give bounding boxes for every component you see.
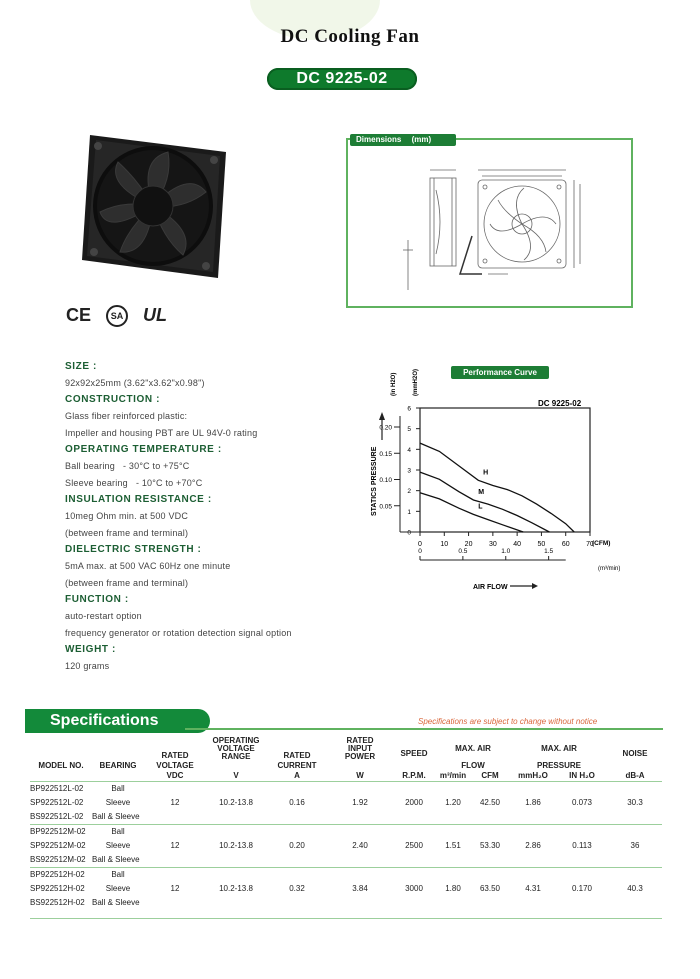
x-unit-cfm: (CFM) xyxy=(592,540,611,547)
certification-marks xyxy=(66,305,177,327)
function-heading: FUNCTION : xyxy=(65,594,129,605)
dimensions-drawing xyxy=(348,140,631,306)
unit-a: A xyxy=(294,771,300,780)
unit-mmh2o: mmH₂O xyxy=(518,771,548,780)
y-unit-left: (in H2O) xyxy=(391,372,397,396)
x-tick-label: 60 xyxy=(561,541,570,548)
col-op-voltage-2: VOLTAGE xyxy=(217,744,255,753)
col-rated-voltage-1: RATED xyxy=(161,751,189,760)
spec-range: 10.2-13.8 xyxy=(219,798,253,807)
spec-inh2o: 0.073 xyxy=(571,798,593,807)
plot-area xyxy=(420,408,590,532)
temperature-line: Sleeve bearing - 10°C to +70°C xyxy=(65,478,203,488)
bearing-type: Sleeve xyxy=(105,798,131,807)
spec-vdc: 12 xyxy=(170,841,180,850)
spec-range: 10.2-13.8 xyxy=(219,841,253,850)
spec-dba: 30.3 xyxy=(627,798,643,807)
unit-inh2o: IN H₂O xyxy=(569,771,595,780)
dielectric-heading: DIELECTRIC STRENGTH : xyxy=(65,544,202,555)
model-number: BP922512H-02 xyxy=(30,870,85,879)
performance-chart xyxy=(360,360,660,600)
bearing-type: Ball xyxy=(111,827,125,836)
bearing-type: Ball & Sleeve xyxy=(92,812,140,821)
unit-cfm: CFM xyxy=(481,771,499,780)
unit-rpm: R.P.M. xyxy=(402,771,426,780)
table-bottom-rule xyxy=(30,918,662,919)
spec-cfm: 63.50 xyxy=(479,884,501,893)
header-row-1 xyxy=(30,737,662,761)
x2-tick-label: 1.0 xyxy=(501,548,511,555)
y-left-tick-label: 0.20 xyxy=(379,424,392,432)
spec-power: 3.84 xyxy=(352,884,368,893)
y-right-tick-label: 2 xyxy=(407,488,411,496)
function-line: frequency generator or rotation detection signal option xyxy=(65,628,292,638)
bearing-type: Ball xyxy=(111,870,125,879)
col-speed: SPEED xyxy=(400,749,428,758)
dimensions-panel xyxy=(346,138,633,308)
unit-w: W xyxy=(356,771,364,780)
units-row xyxy=(30,771,662,782)
weight-value: 120 grams xyxy=(65,661,110,671)
x-axis-label: AIR FLOW xyxy=(473,584,508,591)
col-rated-current-1: RATED xyxy=(283,751,311,760)
y-axis-label: STATICS PRESSURE xyxy=(371,446,378,516)
spec-rpm: 3000 xyxy=(405,884,423,893)
col-model: MODEL NO. xyxy=(38,761,84,770)
x-axis-arrowhead xyxy=(532,583,538,589)
insulation-line: 10meg Ohm min. at 500 VDC xyxy=(65,511,189,521)
fan-product-image xyxy=(78,130,228,280)
model-number: BP922512M-02 xyxy=(30,827,86,836)
construction-line: Glass fiber reinforced plastic: xyxy=(65,411,188,421)
col-pressure-2: PRESSURE xyxy=(536,761,581,770)
col-rated-power-2: INPUT xyxy=(348,744,372,753)
col-bearing: BEARING xyxy=(99,761,137,770)
y-right-tick-label: 4 xyxy=(407,446,411,454)
construction-heading: CONSTRUCTION : xyxy=(65,394,161,405)
x-tick-label: 30 xyxy=(488,541,497,548)
unit-vdc: VDC xyxy=(166,771,184,780)
model-number: BP922512L-02 xyxy=(30,784,84,793)
model-number: BS922512M-02 xyxy=(30,855,86,864)
curve-h xyxy=(420,443,574,532)
specifications-disclaimer: Specifications are subject to change without notice xyxy=(418,717,598,726)
bearing-type: Ball xyxy=(111,784,125,793)
curve-label-h: H xyxy=(483,469,489,477)
x2-tick-label: 0 xyxy=(418,548,422,555)
specifications-body xyxy=(30,782,662,911)
function-line: auto-restart option xyxy=(65,611,142,621)
spec-dba: 40.3 xyxy=(627,884,643,893)
col-rated-power-1: RATED xyxy=(346,736,374,745)
spec-inh2o: 0.170 xyxy=(571,884,593,893)
unit-m3min: m³/min xyxy=(439,771,467,780)
spec-power: 1.92 xyxy=(352,798,368,807)
model-badge: DC 9225-02 xyxy=(267,68,417,90)
spec-dba: 36 xyxy=(630,841,640,850)
spec-current: 0.32 xyxy=(289,884,305,893)
model-number: BS922512L-02 xyxy=(30,812,84,821)
page-title: DC Cooling Fan xyxy=(280,26,420,47)
col-rated-current-2: CURRENT xyxy=(277,761,317,770)
specifications-title: Specifications xyxy=(25,709,210,733)
construction-line: Impeller and housing PBT are UL 94V-0 rating xyxy=(65,428,258,438)
dielectric-line: 5mA max. at 500 VAC 60Hz one minute xyxy=(65,561,231,571)
model-number: BS922512H-02 xyxy=(30,898,85,907)
spec-mmh2o: 4.31 xyxy=(525,884,541,893)
x-tick-label: 70 xyxy=(586,541,594,548)
col-rated-power xyxy=(328,737,392,761)
insulation-line: (between frame and terminal) xyxy=(65,528,189,538)
weight-heading: WEIGHT : xyxy=(65,644,116,655)
col-airflow-1: MAX. AIR xyxy=(455,744,491,753)
chart-title: DC 9225-02 xyxy=(538,399,582,408)
y-left-tick-label: 0.15 xyxy=(379,450,392,458)
table-row xyxy=(30,868,662,883)
spec-rpm: 2000 xyxy=(405,798,423,807)
x-tick-label: 20 xyxy=(464,541,473,548)
x-tick-label: 0 xyxy=(418,541,422,548)
table-row xyxy=(30,782,662,797)
bearing-type: Sleeve xyxy=(105,884,131,893)
spec-text-list xyxy=(65,361,365,671)
x2-tick-label: 0.5 xyxy=(458,548,468,555)
col-op-voltage-1: OPERATING xyxy=(212,736,260,745)
size-value: 92x92x25mm (3.62"x3.62"x0.98") xyxy=(65,378,205,388)
spec-cfm: 42.50 xyxy=(479,798,501,807)
size-heading: SIZE : xyxy=(65,361,97,372)
bearing-type: Sleeve xyxy=(105,841,131,850)
x2-tick-label: 1.5 xyxy=(544,548,554,555)
table-row xyxy=(30,825,662,840)
spec-mmh2o: 2.86 xyxy=(525,841,541,850)
y-right-tick-label: 6 xyxy=(407,405,411,413)
spec-mmh2o: 1.86 xyxy=(525,798,541,807)
model-number: SP922512H-02 xyxy=(30,884,85,893)
spec-cfm: 53.30 xyxy=(479,841,501,850)
performance-curve-tag: Performance Curve xyxy=(451,366,549,379)
dimensions-unit: (mm) xyxy=(411,135,432,144)
y-left-tick-label: 0.05 xyxy=(379,503,392,511)
spec-current: 0.20 xyxy=(289,841,305,850)
y-right-tick-label: 3 xyxy=(407,467,411,475)
col-airflow-2: FLOW xyxy=(461,761,485,770)
model-number: SP922512L-02 xyxy=(30,798,84,807)
temperature-heading: OPERATING TEMPERATURE : xyxy=(65,444,222,455)
curve-label-l: L xyxy=(478,503,483,511)
specifications-rule xyxy=(185,728,663,730)
bearing-type: Ball & Sleeve xyxy=(92,855,140,864)
x-tick-label: 40 xyxy=(513,541,522,548)
col-rated-power-3: POWER xyxy=(344,752,376,761)
x-tick-label: 10 xyxy=(440,541,449,548)
model-number: SP922512M-02 xyxy=(30,841,86,850)
spec-power: 2.40 xyxy=(352,841,368,850)
unit-dba: dB-A xyxy=(625,771,645,780)
spec-vdc: 12 xyxy=(170,884,180,893)
col-noise: NOISE xyxy=(622,749,648,758)
y-unit-right: (mmH2O) xyxy=(413,368,419,396)
y-right-tick-label: 1 xyxy=(407,508,411,516)
spec-inh2o: 0.113 xyxy=(572,841,592,850)
x-tick-label: 50 xyxy=(537,541,546,548)
x-unit-m3: (m³/min) xyxy=(598,566,621,572)
ul-mark-icon: UL xyxy=(143,305,168,325)
y-right-tick-label: 5 xyxy=(407,426,411,434)
curve-label-m: M xyxy=(478,488,485,496)
col-op-voltage xyxy=(206,737,266,761)
spec-m3: 1.80 xyxy=(445,884,461,893)
col-op-voltage-3: RANGE xyxy=(221,752,251,761)
insulation-heading: INSULATION RESISTANCE : xyxy=(65,494,212,505)
col-pressure-1: MAX. AIR xyxy=(541,744,577,753)
spec-range: 10.2-13.8 xyxy=(219,884,253,893)
dimensions-tag xyxy=(350,134,456,146)
spec-rpm: 2500 xyxy=(405,841,423,850)
spec-m3: 1.51 xyxy=(445,841,461,850)
csa-mark-icon: SA xyxy=(106,305,128,327)
bearing-type: Ball & Sleeve xyxy=(92,898,140,907)
specifications-table xyxy=(30,737,662,910)
y-right-tick-label: 0 xyxy=(407,529,411,537)
y-left-tick-label: 0.10 xyxy=(379,477,392,485)
temperature-line: Ball bearing - 30°C to +75°C xyxy=(65,461,190,471)
curve-m xyxy=(420,472,549,532)
spec-m3: 1.20 xyxy=(445,798,461,807)
col-rated-voltage-2: VOLTAGE xyxy=(156,761,194,770)
unit-v: V xyxy=(233,771,239,780)
y-axis-arrowhead xyxy=(379,412,385,420)
spec-current: 0.16 xyxy=(289,798,305,807)
dimensions-label: Dimensions xyxy=(356,135,402,144)
ce-mark-icon: CE xyxy=(66,305,92,325)
spec-vdc: 12 xyxy=(170,798,180,807)
dielectric-line: (between frame and terminal) xyxy=(65,578,189,588)
